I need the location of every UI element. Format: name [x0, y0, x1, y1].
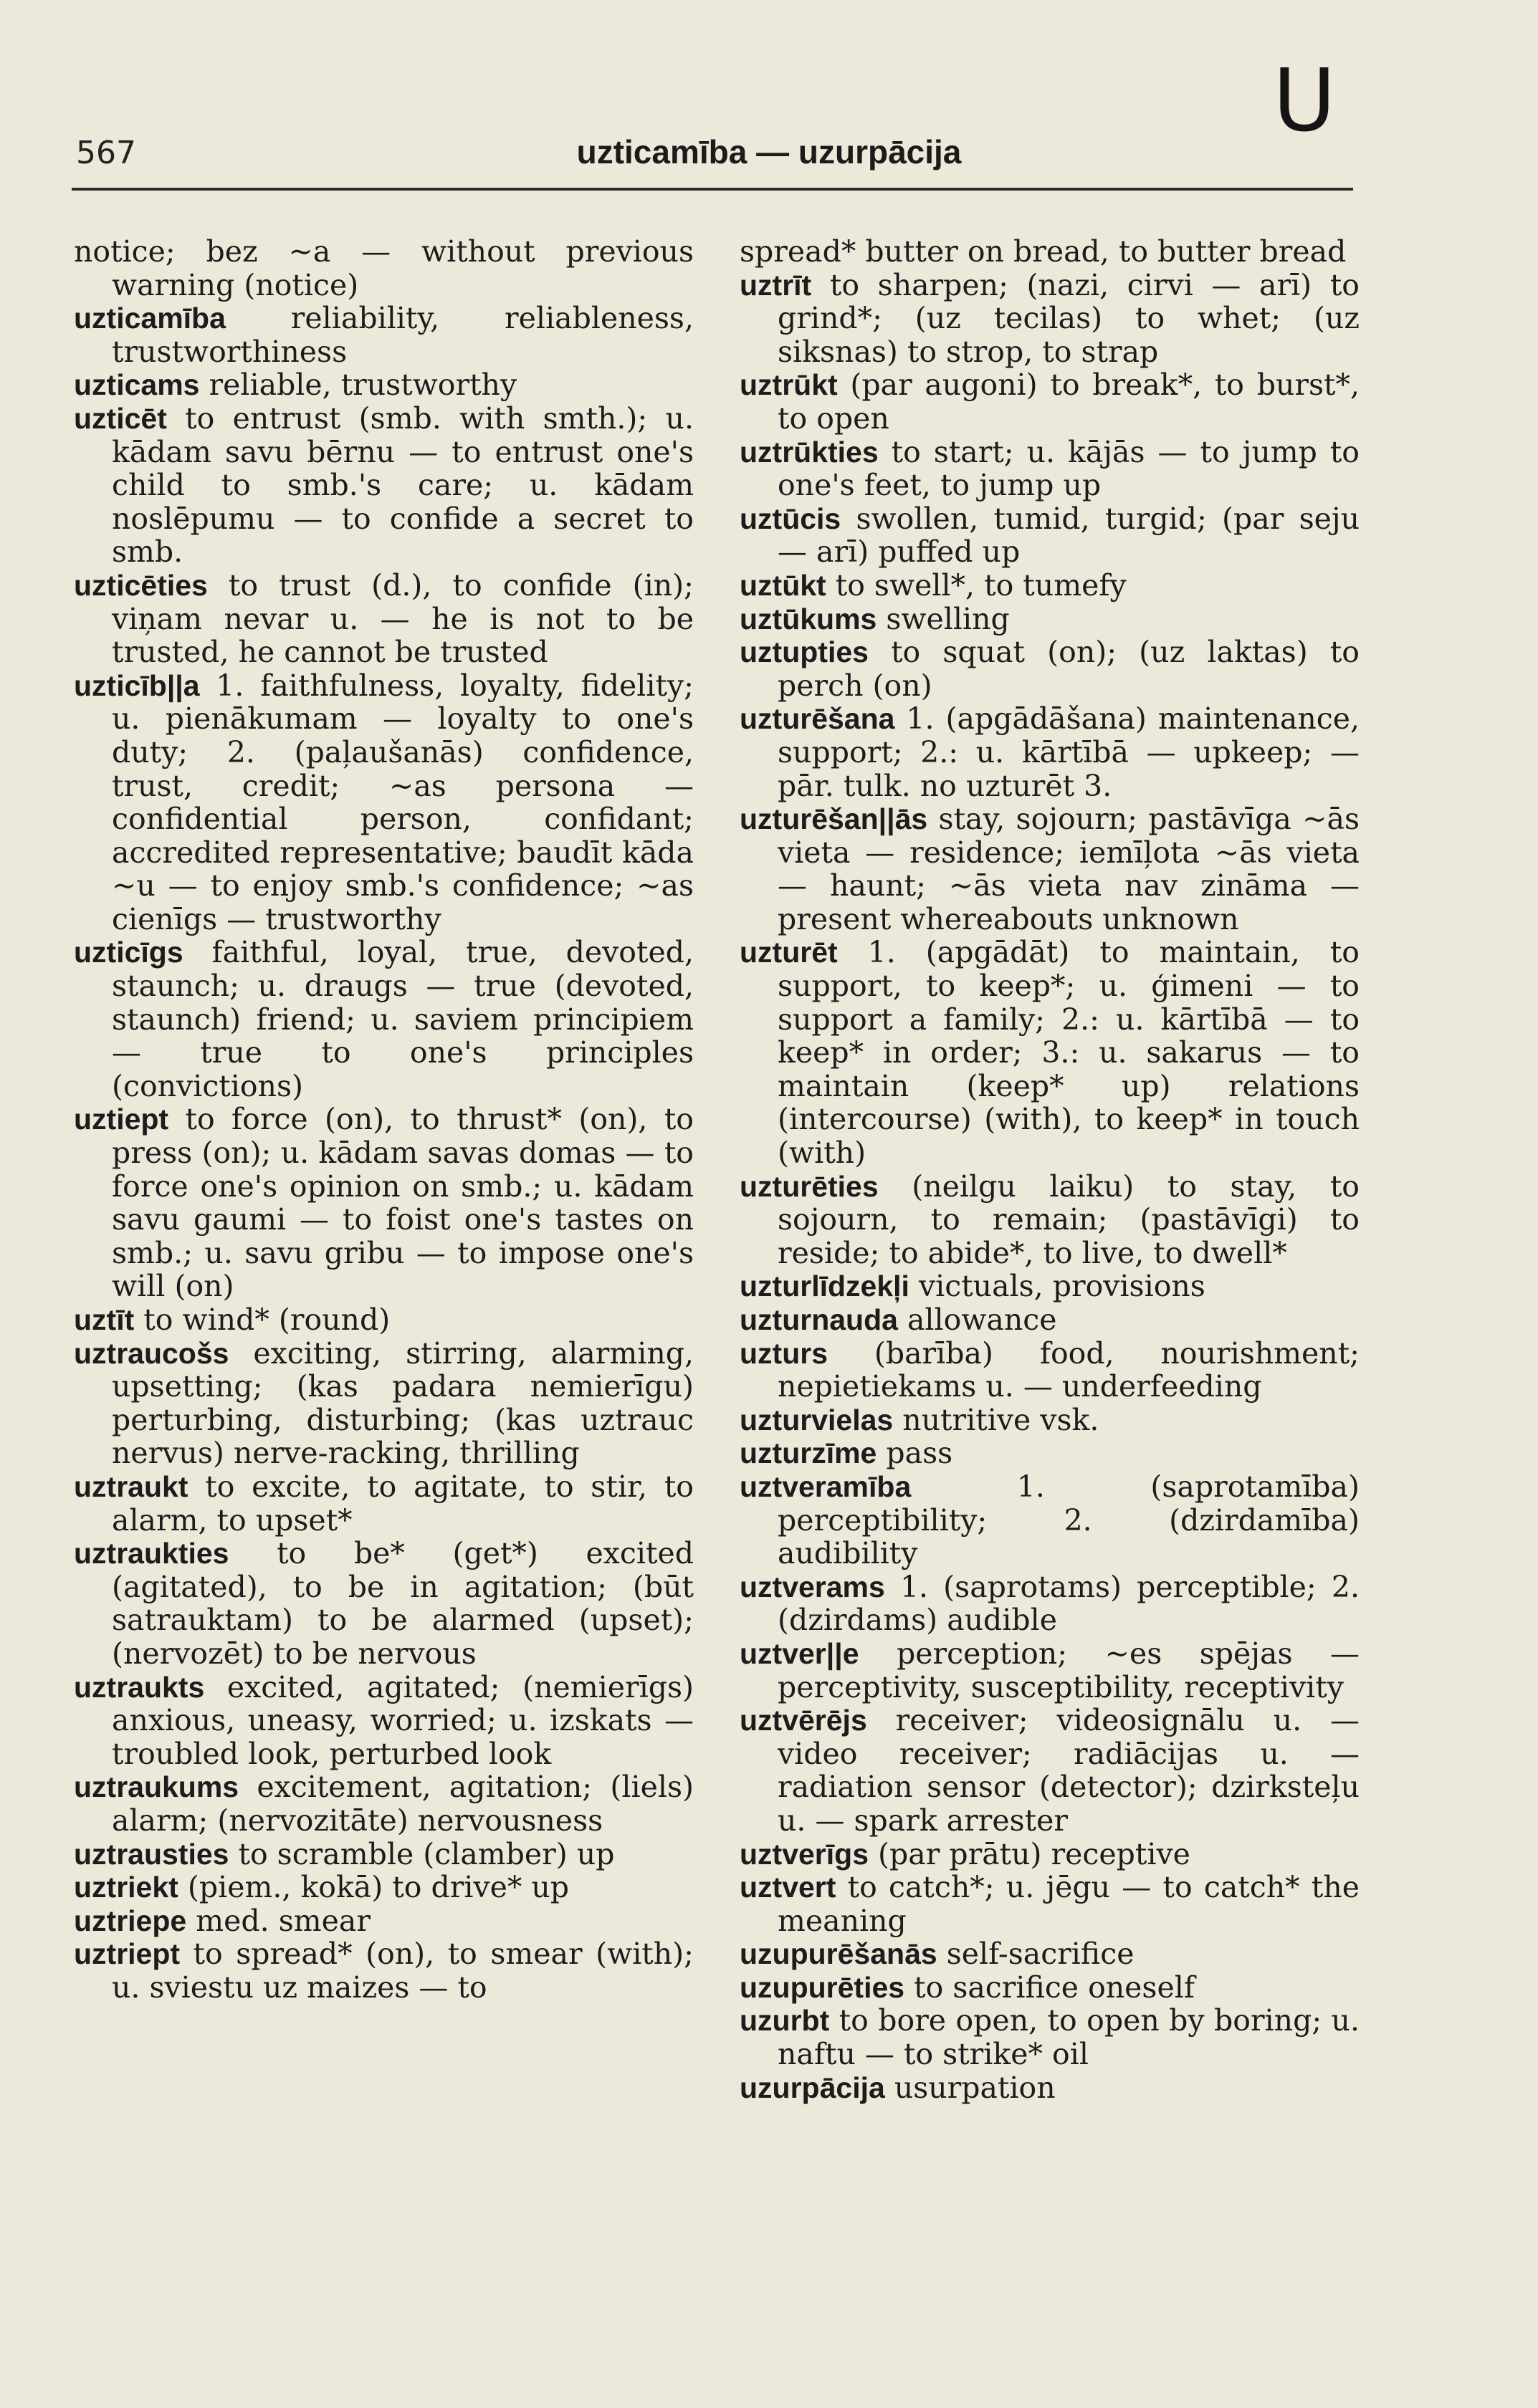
dictionary-entry	[74, 569, 694, 669]
dictionary-entry	[74, 1904, 694, 1938]
definition: to sharpen; (nazi, cirvi — arī) to grind*; (uz tecilas) to whet; (uz siksnas) to strop, to strap	[778, 267, 1360, 369]
definition: reliability, reliableness, trustworthiness	[112, 301, 694, 369]
definition: med. smear	[186, 1903, 371, 1938]
dictionary-entry	[74, 1937, 694, 2004]
dictionary-entry	[740, 2071, 1360, 2105]
headword: uzturēties	[740, 1169, 879, 1203]
headword: uzticīb||a	[74, 668, 200, 702]
dictionary-entry	[74, 1838, 694, 1871]
headword: uztraukums	[74, 1770, 239, 1804]
headword: uztrūkt	[740, 368, 838, 402]
definition: to trust (d.), to confide (in); viņam nevar u. — he is not to be trusted, he cannot be trusted	[112, 567, 694, 670]
definition: to force (on), to thrust* (on), to press (on); u. kādam savas domas — to force one's opinion on smb.; u. kādam savu gaumi — to foist one's tastes on smb.; u. savu gribu — to impose one's will (on)	[112, 1102, 694, 1304]
headword: uztrīt	[740, 268, 812, 302]
dictionary-entry	[740, 1570, 1360, 1637]
headword: uzturnauda	[740, 1303, 898, 1336]
headword: uztrausties	[74, 1837, 229, 1871]
dictionary-entry	[740, 1937, 1360, 1971]
headword: uztupties	[740, 635, 869, 669]
definition: perception; ~es spējas — perceptivity, susceptibility, receptivity	[778, 1636, 1360, 1704]
dictionary-entry	[740, 1270, 1360, 1303]
headword: uztūkums	[740, 602, 877, 635]
dictionary-entry	[740, 1470, 1360, 1570]
definition: 1. (saprotamība) perceptibility; 2. (dzirdamība) audibility	[778, 1469, 1360, 1571]
dictionary-entry	[74, 1671, 694, 1771]
headword: uztraukt	[74, 1469, 188, 1503]
headword: uztūkt	[740, 568, 826, 602]
headword: uzturēšana	[740, 702, 895, 736]
dictionary-entry	[74, 1303, 694, 1337]
dictionary-entry	[74, 302, 694, 368]
dictionary-entry	[74, 368, 694, 402]
definition: spread* butter on bread, to butter bread	[740, 234, 1347, 269]
dictionary-entry	[740, 1170, 1360, 1270]
definition: nutritive vsk.	[893, 1402, 1099, 1437]
dictionary-entry	[740, 1436, 1360, 1470]
definition: allowance	[897, 1303, 1057, 1337]
definition: swelling	[877, 601, 1010, 636]
headword: uzticīgs	[74, 936, 183, 969]
definition: (barība) food, nourishment; nepietiekams u. — underfeeding	[778, 1335, 1360, 1404]
definition: faithful, loyal, true, devoted, staunch; u. draugs — true (devoted, staunch) friend; u. saviem principiem — true to one's principles (convictions)	[112, 935, 694, 1103]
headword: uztver||e	[740, 1636, 859, 1670]
dictionary-entry	[74, 1470, 694, 1537]
dictionary-entry	[740, 2004, 1360, 2071]
definition: excitement, agitation; (liels) alarm; (nervozitāte) nervousness	[112, 1770, 694, 1838]
definition: reliable, trustworthy	[199, 368, 517, 403]
headword: uzupurēšanās	[740, 1937, 937, 1971]
headword: uzticams	[74, 368, 200, 402]
headword: uztriept	[74, 1937, 181, 1971]
dictionary-entry	[740, 1838, 1360, 1871]
definition: self-sacrifice	[937, 1937, 1135, 1972]
section-letter: U	[1273, 52, 1336, 151]
headword: uztverīgs	[740, 1837, 869, 1871]
headword: uztiept	[74, 1103, 169, 1136]
dictionary-entry	[74, 402, 694, 569]
definition: (par augoni) to break*, to burst*, to open	[778, 368, 1360, 436]
dictionary-entry	[74, 1537, 694, 1670]
dictionary-entry	[740, 702, 1360, 802]
header-rule	[72, 188, 1353, 191]
dictionary-entry	[740, 269, 1360, 369]
definition: (neilgu laiku) to stay, to sojourn, to remain; (pastāvīgi) to reside; to abide*, to live, to dwell*	[778, 1169, 1360, 1270]
definition: to spread* (on), to smear (with); u. sviestu uz maizes — to	[112, 1937, 694, 2005]
definition: to start; u. kājās — to jump to one's feet, to jump up	[778, 434, 1360, 503]
definition: to swell*, to tumefy	[826, 567, 1127, 603]
dictionary-entry	[74, 1337, 694, 1470]
dictionary-entry	[74, 235, 694, 302]
headword: uztūcis	[740, 502, 841, 535]
dictionary-entry	[740, 1404, 1360, 1437]
headword: uztraukties	[74, 1537, 229, 1570]
definition: to catch*; u. jēgu — to catch* the meaning	[778, 1870, 1360, 1938]
definition: (piem., kokā) to drive* up	[178, 1870, 570, 1905]
dictionary-entry	[740, 1337, 1360, 1404]
dictionary-entry	[740, 603, 1360, 636]
headword: uztverams	[740, 1570, 885, 1603]
headword: uzticēties	[74, 568, 208, 602]
dictionary-entry	[74, 669, 694, 936]
definition: (par prātu) receptive	[869, 1836, 1190, 1871]
headword: uztraucošs	[74, 1336, 229, 1370]
dictionary-entry	[740, 635, 1360, 702]
dictionary-entry	[74, 936, 694, 1103]
headword: uzurpācija	[740, 2071, 885, 2104]
headword: uzturs	[740, 1336, 828, 1370]
headword: uzturvielas	[740, 1403, 894, 1436]
headword: uzturēšan||ās	[740, 802, 928, 836]
headword: uzturēt	[740, 936, 838, 969]
dictionary-entry	[740, 1871, 1360, 1937]
dictionary-entry	[740, 569, 1360, 603]
right-column	[740, 235, 1360, 2104]
headword: uzticēt	[74, 401, 167, 435]
dictionary-entry	[74, 1103, 694, 1303]
definition: 1. faithfulness, loyalty, fidelity; u. pienākumam — loyalty to one's duty; 2. (paļaušanās) confidence, trust, credit; ~as persona — confidential person, confidant; accredited representative; baudīt kāda ~u — to enjoy smb.'s confidence; ~as cienīgs — trustworthy	[112, 668, 694, 936]
dictionary-entry	[740, 235, 1360, 269]
definition: victuals, provisions	[909, 1269, 1205, 1304]
left-column	[74, 235, 694, 2004]
dictionary-entry	[74, 1871, 694, 1904]
dictionary-entry	[740, 936, 1360, 1169]
dictionary-entry	[740, 1971, 1360, 2005]
definition: swollen, tumid, turgid; (par seju — arī) puffed up	[778, 501, 1360, 570]
dictionary-entry	[740, 1303, 1360, 1337]
dictionary-entry	[740, 368, 1360, 435]
definition: notice; bez ~a — without previous warning (notice)	[74, 234, 694, 302]
definition: 1. (saprotams) perceptible; 2. (dzirdams) audible	[778, 1569, 1360, 1638]
definition: to scramble (clamber) up	[229, 1836, 615, 1871]
definition: to squat (on); (uz laktas) to perch (on)	[778, 635, 1360, 703]
headword: uztriepe	[74, 1904, 187, 1937]
headword: uztraukts	[74, 1670, 205, 1704]
dictionary-entry	[74, 1770, 694, 1837]
dictionary-entry	[740, 1704, 1360, 1837]
headword: uzurbt	[740, 2004, 830, 2038]
dictionary-entry	[740, 436, 1360, 502]
definition: 1. (apgādāšana) maintenance, support; 2.: u. kārtībā — upkeep; — pār. tulk. no uzturēt 3.	[778, 701, 1360, 803]
headword: uzticamība	[74, 302, 226, 335]
dictionary-entry	[740, 802, 1360, 936]
page-number: 567	[76, 135, 136, 171]
headword: uzupurēties	[740, 1970, 905, 2004]
definition: exciting, stirring, alarming, upsetting; (kas padara nemierīgu) perturbing, disturbing; (kas uztrauc nervus) nerve-racking, thrilling	[112, 1335, 694, 1471]
definition: pass	[877, 1436, 953, 1471]
definition: to entrust (smb. with smth.); u. kādam savu bērnu — to entrust one's child to smb.'s care; u. kādam noslēpumu — to confide a secret to smb.	[112, 400, 694, 570]
headword: uztīt	[74, 1303, 135, 1336]
running-header: uzticamība — uzurpācija	[576, 133, 962, 171]
headword: uztvērējs	[740, 1704, 867, 1737]
definition: to wind* (round)	[134, 1303, 391, 1337]
dictionary-entry	[740, 1637, 1360, 1704]
definition: usurpation	[884, 2070, 1056, 2105]
definition: to be* (get*) excited (agitated), to be in agitation; (būt satrauktam) to be alarmed (upset); (nervozēt) to be nervous	[112, 1536, 694, 1671]
definition: 1. (apgādāt) to maintain, to support, to keep*; u. ģimeni — to support a family; 2.: u. kārtībā — to keep* in order; 3.: u. sakarus — to maintain (keep* up) relations (intercourse) (with), to keep* in touch (with)	[778, 935, 1360, 1171]
definition: stay, sojourn; pastāvīga ~ās vieta — residence; iemīļota ~ās vieta — haunt; ~ās vieta nav zināma — present whereabouts unknown	[778, 802, 1360, 936]
definition: receiver; videosignālu u. — video receiver; radiācijas u. — radiation sensor (detector); dzirksteļu u. — spark arrester	[778, 1703, 1360, 1838]
definition: excited, agitated; (nemierīgs) anxious, uneasy, worried; u. izskats — troubled look, perturbed look	[112, 1669, 694, 1771]
headword: uztveramība	[740, 1469, 912, 1503]
definition: to bore open, to open by boring; u. naftu — to strike* oil	[778, 2003, 1360, 2072]
headword: uztrūkties	[740, 435, 879, 469]
dictionary-entry	[740, 502, 1360, 569]
definition: to excite, to agitate, to stir, to alarm, to upset*	[112, 1469, 694, 1538]
headword: uztriekt	[74, 1871, 178, 1904]
definition: to sacrifice oneself	[904, 1970, 1195, 2005]
headword: uzturlīdzekļi	[740, 1270, 909, 1303]
headword: uzturzīme	[740, 1436, 877, 1470]
headword: uztvert	[740, 1871, 836, 1904]
